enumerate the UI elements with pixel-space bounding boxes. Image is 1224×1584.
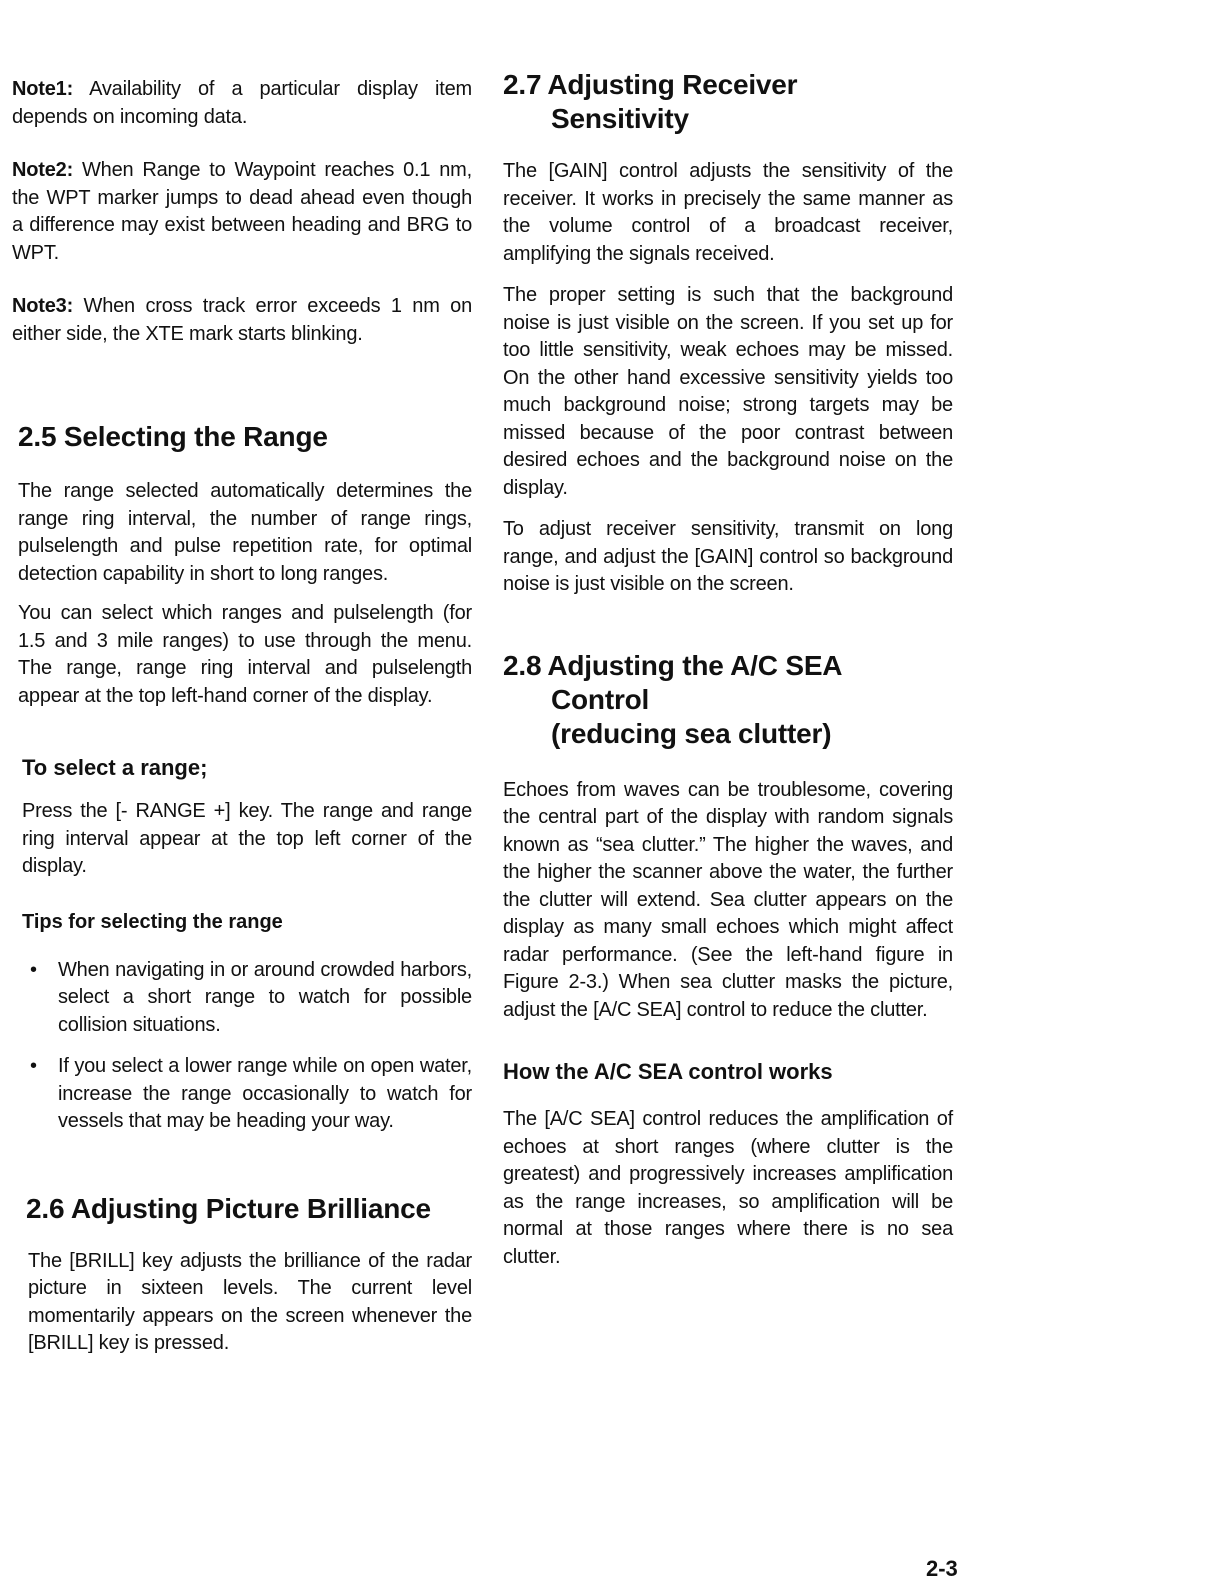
note-2-label: Note2: (12, 159, 74, 181)
note-1-label: Note1: (12, 78, 74, 100)
section-title-line-1: Adjusting Receiver (547, 69, 798, 100)
bullet-icon: • (30, 1055, 37, 1077)
section-2-8-heading-line-3: (reducing sea clutter) (551, 717, 832, 749)
section-2-8-paragraph-2: The [A/C SEA] control reduces the amplification of echoes at short ranges (where clutter is the greatest) and progressively increases amplification as the range increases, so amplification will be normal at those ranges where there is no sea clutter. (503, 1108, 953, 1268)
section-number: 2.8 (503, 649, 542, 681)
section-2-7-heading-line-2: Sensitivity (551, 103, 689, 134)
note-1-text: Availability of a particular display item depends on incoming data. (12, 78, 472, 128)
list-item (12, 957, 472, 1040)
select-range-heading: To select a range; (22, 755, 208, 780)
section-2-7-paragraph-2: The proper setting is such that the background noise is just visible on the screen. If you set up for too little sensitivity, weak echoes may be missed. On the other hand excessive sensitivity yields too much background noise; strong targets may be missed because of the poor contrast between desired echoes and the background noise on the display. (503, 284, 953, 499)
left-column (12, 76, 472, 1358)
bullet-icon: • (30, 958, 37, 981)
section-2-7-paragraph-3: To adjust receiver sensitivity, transmit on long range, and adjust the [GAIN] control so background noise is just visible on the screen. (503, 518, 953, 595)
section-2-7-heading (503, 68, 953, 102)
right-column (503, 68, 953, 1271)
note-3-text: When cross track error exceeds 1 nm on either side, the XTE mark starts blinking. (12, 295, 472, 345)
note-1 (12, 76, 472, 131)
list-item (12, 1053, 472, 1136)
section-2-7-paragraph-1: The [GAIN] control adjusts the sensitivity of the receiver. It works in precisely the same manner as the volume control of a broadcast receiver, amplifying the signals received. (503, 160, 953, 265)
section-2-8-paragraph-1: Echoes from waves can be troublesome, covering the central part of the display with random signals known as “sea clutter.” The higher the waves, and the higher the scanner above the water, the further the clutter will extend. Sea clutter appears on the display as many small echoes which might affect radar performance. (See the left-hand figure in Figure 2-3.) When sea clutter masks the picture, adjust the [A/C SEA] control to reduce the clutter. (503, 778, 953, 1021)
how-sea-control-works-heading: How the A/C SEA control works (503, 1059, 833, 1084)
section-2-8-heading-line-2: Control (551, 683, 650, 715)
section-2-8-heading (503, 649, 953, 683)
note-3 (12, 293, 472, 348)
note-2 (12, 157, 472, 267)
section-2-6-heading: 2.6 Adjusting Picture Brilliance (26, 1192, 431, 1224)
section-number: 2.7 (503, 69, 542, 100)
section-2-5-paragraph-2: You can select which ranges and pulselength (for 1.5 and 3 mile ranges) to use through the menu. The range, range ring interval and pulselength appear at the top left-hand corner of the display. (18, 602, 472, 707)
page-number: 2-3 (926, 1556, 958, 1581)
tips-list (12, 957, 472, 1136)
tip-text: When navigating in or around crowded harbors, select a short range to watch for possible collision situations. (58, 958, 472, 1036)
section-2-5-paragraph-1: The range selected automatically determines the range ring interval, the number of range rings, pulselength and pulse repetition rate, for optimal detection capability in short to long ranges. (18, 480, 472, 585)
note-2-text: When Range to Waypoint reaches 0.1 nm, the WPT marker jumps to dead ahead even though a difference may exist between heading and BRG to WPT. (12, 159, 472, 264)
note-3-label: Note3: (12, 295, 74, 317)
section-2-6-paragraph-1: The [BRILL] key adjusts the brilliance of the radar picture in sixteen levels. The current level momentarily appears on the screen whenever the [BRILL] key is pressed. (28, 1249, 472, 1354)
tip-text: If you select a lower range while on open water, increase the range occasionally to watch for vessels that may be heading your way. (58, 1055, 472, 1132)
section-2-5-heading: 2.5 Selecting the Range (18, 421, 328, 452)
section-title-line-1: Adjusting the A/C SEA (547, 649, 843, 681)
tips-heading: Tips for selecting the range (22, 910, 283, 933)
select-range-text: Press the [- RANGE +] key. The range and range ring interval appear at the top left corner of the display. (22, 800, 472, 877)
